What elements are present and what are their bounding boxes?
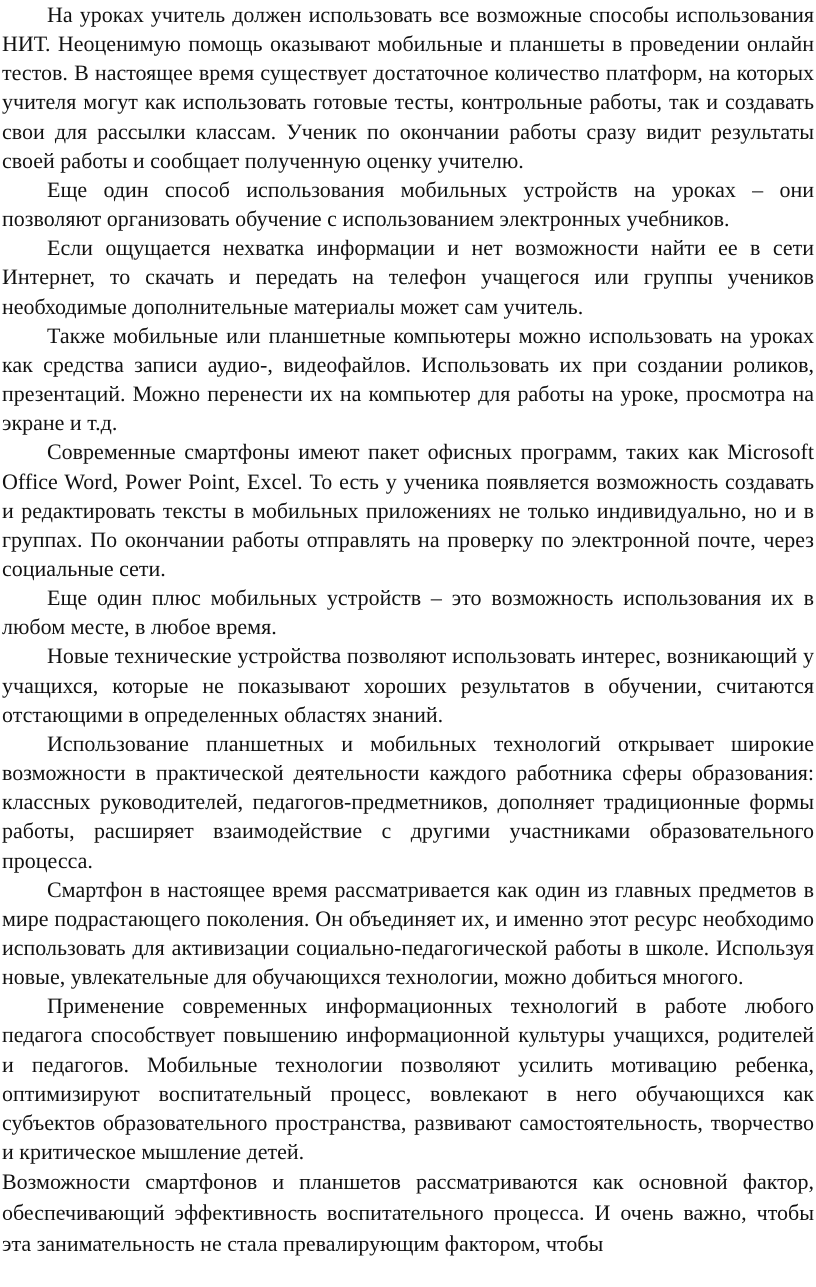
paragraph-5: Современные смартфоны имеют пакет офисных программ, таких как Microsoft Office Word, Power Point, Excel. То есть у ученика появляется возможность создавать и редактировать тексты в мобильных приложениях не только индивидуально, но и в группах. По окончании работы отправлять на проверку по электронной почте, через социальные сети. [2, 439, 814, 581]
paragraph-8: Использование планшетных и мобильных технологий открывает широкие возможности в практической деятельности каждого работника сферы образования: классных руководителей, педагогов-предметников, дополняет традиционные формы работы, расширяет взаимодействие с другими участниками образовательного процесса. [2, 730, 814, 873]
paragraph-2: Еще один способ использования мобильных устройств на уроках – они позволяют организовать обучение с использованием электронных учебников. [2, 176, 814, 232]
paragraph-1: На уроках учитель должен использовать все возможные способы использования НИТ. Неоценимую помощь оказывают мобильные и планшеты в проведении онлайн тестов. В настоящее время существует достаточное количество платформ, на которых учителя могут как использовать готовые тесты, контрольные работы, так и создавать свои для рассылки классам. Ученик по окончании работы сразу видит результаты своей работы и сообщает полученную оценку учителю. [2, 2, 814, 173]
paragraph-6: Еще один плюс мобильных устройств – это возможность использования их в любом месте, в любое время. [2, 585, 814, 640]
paragraph-7: Новые технические устройства позволяют использовать интерес, возникающий у учащихся, которые не показывают хороших результатов в обучении, считаются отстающими в определенных областях знаний. [2, 643, 814, 727]
paragraph-final: Возможности смартфонов и планшетов рассматриваются как основной фактор, обеспечивающий эффективность воспитательного процесса. И очень важно, чтобы эта занимательность не стала превалирующим фактором, чтобы [2, 1169, 814, 1257]
paragraph-4: Также мобильные или планшетные компьютеры можно использовать на уроках как средства записи аудио-, видеофайлов. Использовать их при создании роликов, презентаций. Можно перенести их на компьютер для работы на уроке, просмотра на экране и т.д. [2, 322, 814, 436]
paragraph-9: Смартфон в настоящее время рассматривается как один из главных предметов в мире подрастающего поколения. Он объединяет их, и именно этот ресурс необходимо использовать для активизации социально-педагогической работы в школе. Используя новые, увлекательные для обучающихся технологии, можно добиться многого. [2, 876, 814, 990]
paragraph-10: Применение современных информационных технологий в работе любого педагога способствует повышению информационной культуры учащихся, родителей и педагогов. Мобильные технологии позволяют усилить мотивацию ребенка, оптимизируют воспитательный процесс, вовлекают в него обучающихся как субъектов образовательного пространства, развивают самостоятельность, творчество и критическое мышление детей. [2, 993, 814, 1165]
paragraph-3: Если ощущается нехватка информации и нет возможности найти ее в сети Интернет, то скачать и передать на телефон учащегося или группы учеников необходимые дополнительные материалы может сам учитель. [2, 235, 814, 319]
